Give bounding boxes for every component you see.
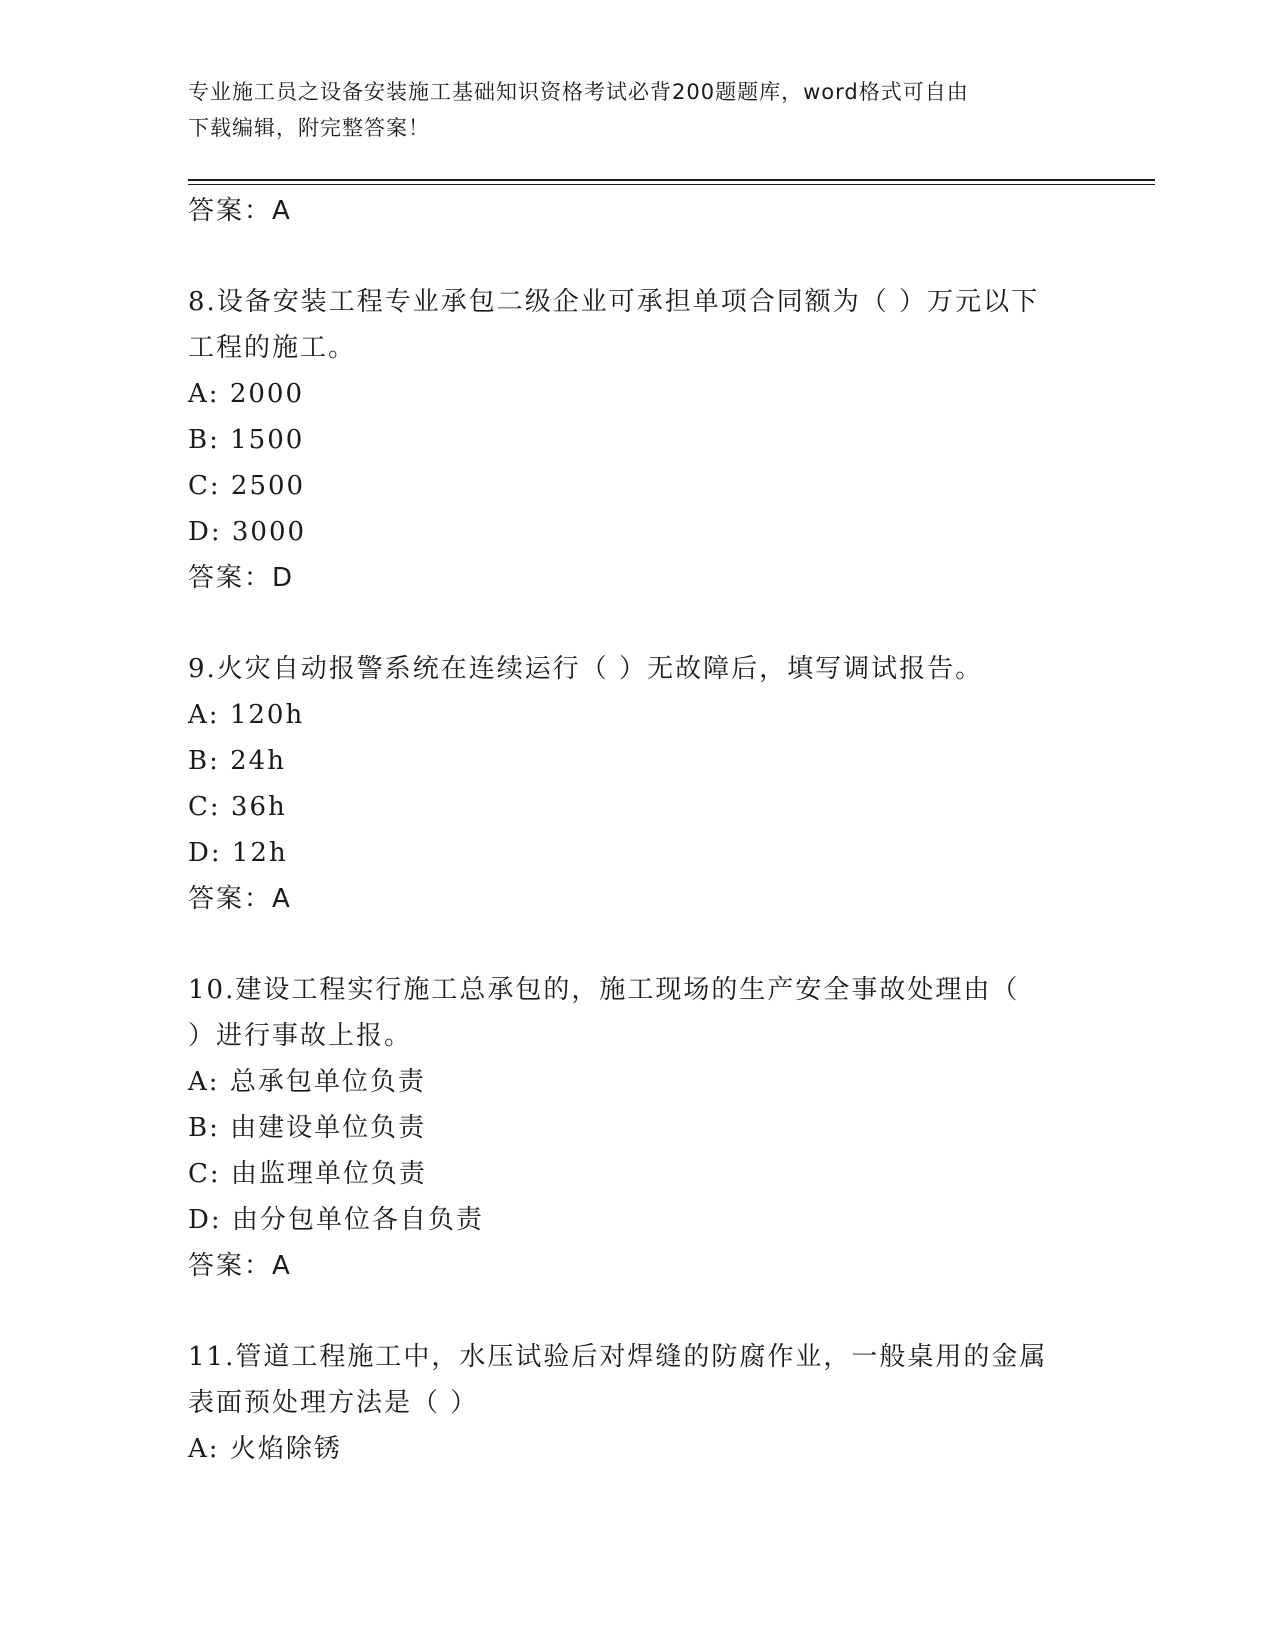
question-stem-line: 10.建设工程实行施工总承包的，施工现场的生产安全事故处理由（ [188, 975, 1020, 1005]
option-c [188, 1151, 1088, 1197]
spacer [188, 1289, 1088, 1334]
question-9 [188, 646, 1088, 922]
answer-label: 答案：A [188, 196, 292, 226]
answer-label: 答案：A [188, 1251, 292, 1281]
option-label: D: [188, 838, 222, 868]
option-text: 36h [230, 792, 287, 822]
spacer [188, 922, 1088, 967]
question-stem-line: 9.火灾自动报警系统在连续运行（ ）无故障后，填写调试报告。 [188, 654, 984, 684]
spacer [188, 234, 1088, 279]
option-label: C: [188, 792, 221, 822]
option-label: A: [188, 700, 220, 730]
question-stem-line: 8.设备安装工程专业承包二级企业可承担单项合同额为（ ）万元以下 [188, 287, 1040, 317]
option-label: C: [188, 1159, 221, 1189]
answer-label: 答案：A [188, 884, 292, 914]
option-text: 总承包单位负责 [229, 1067, 426, 1097]
option-label: A: [188, 379, 220, 409]
option-label: A: [188, 1434, 220, 1464]
option-a [188, 1426, 1088, 1472]
option-label: D: [188, 1205, 222, 1235]
option-a [188, 1059, 1088, 1105]
option-label: B: [188, 1113, 220, 1143]
option-text: 由监理单位负责 [230, 1159, 427, 1189]
question-10 [188, 967, 1088, 1289]
spacer [188, 601, 1088, 646]
option-d [188, 509, 1088, 555]
header-line-2: 下载编辑，附完整答案！ [188, 116, 430, 140]
option-text: 24h [230, 746, 286, 776]
option-label: B: [188, 746, 220, 776]
option-text: 由分包单位各自负责 [231, 1205, 484, 1235]
option-text: 由建设单位负责 [230, 1113, 427, 1143]
question-stem-line: 11.管道工程施工中，水压试验后对焊缝的防腐作业，一般桌用的金属 [188, 1342, 1048, 1372]
option-text: 12h [231, 838, 288, 868]
option-a [188, 692, 1088, 738]
option-text: 120h [229, 700, 305, 730]
question-8 [188, 279, 1088, 601]
option-label: D: [188, 517, 222, 547]
option-c [188, 463, 1088, 509]
header-divider [188, 179, 1155, 181]
option-b [188, 417, 1088, 463]
answer-label: 答案：D [188, 563, 295, 593]
option-d [188, 1197, 1088, 1243]
question-stem-line: 表面预处理方法是（ ） [188, 1388, 479, 1418]
question-list [188, 188, 1088, 1472]
option-c [188, 784, 1088, 830]
question-stem-line: ）进行事故上报。 [188, 1021, 413, 1051]
option-text: 2000 [229, 379, 304, 409]
option-label: C: [188, 471, 221, 501]
option-text: 火焰除锈 [229, 1434, 342, 1464]
question-stem-line: 工程的施工。 [188, 333, 357, 363]
option-b [188, 738, 1088, 784]
option-a [188, 371, 1088, 417]
header-divider-thin [188, 184, 1155, 185]
page-header [188, 74, 1068, 146]
option-text: 2500 [230, 471, 306, 501]
option-d [188, 830, 1088, 876]
option-text: 3000 [231, 517, 307, 547]
option-text: 1500 [230, 425, 305, 455]
option-label: A: [188, 1067, 220, 1097]
option-b [188, 1105, 1088, 1151]
header-line-1: 专业施工员之设备安装施工基础知识资格考试必背200题题库，word格式可自由 [188, 80, 969, 104]
question-11 [188, 1334, 1088, 1472]
option-label: B: [188, 425, 220, 455]
